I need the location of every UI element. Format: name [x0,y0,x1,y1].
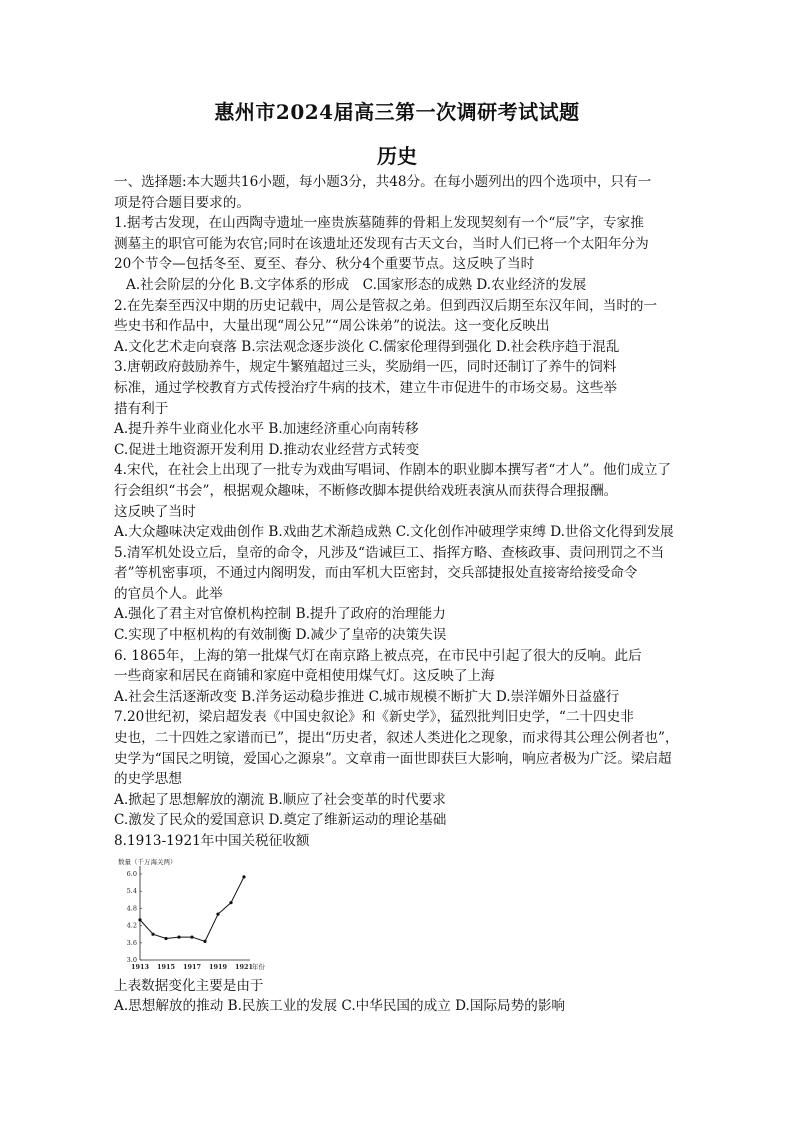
question-options: A.提升养牛业商业化水平 B.加速经济重心向南转移 [114,421,419,438]
y-tick-label: 3.6 [126,938,137,947]
question-5 [114,543,686,646]
subject-heading: 历史 [377,144,417,168]
x-tick-label: 1915 [156,962,176,971]
question-options: A.大众趣味决定戏曲创作 B.戏曲艺术渐趋成熟 C.文化创作冲破理学束缚 D.世俗文化得到发展 [114,524,674,541]
question-options: C.实现了中枢机构的有效制衡 D.减少了皇帝的决策失误 [114,627,447,644]
section-intro [114,172,686,213]
question-stem: 的官员个人。此举 [114,585,223,602]
question-options: A.强化了君主对官僚机构控制 B.提升了政府的治理能力 [114,606,446,623]
y-tick-label: 4.2 [126,921,137,930]
series-line [140,876,244,941]
question-stem: 2.在先秦至西汉中期的历史记载中，周公是管叔之弟。但到西汉后期至东汉年间，当时的一 [114,297,658,314]
data-point [164,936,167,939]
data-point [216,912,219,915]
question-options: C.激发了民众的爱国意识 D.奠定了维新运动的理论基础 [114,812,447,829]
question-stem: 措有利于 [114,400,169,417]
exam-content [114,172,686,1017]
x-tick-label: 1919 [208,962,228,971]
question-stem: 的史学思想 [114,771,182,788]
question-stem: 史学为“国民之明镜，爱国心之源泉”。文章甫一面世即获巨大影响，响应者极为广泛。梁启超 [114,750,672,767]
question-stem: 标准，通过学校教育方式传授治疗牛病的技术，建立牛市促进牛的市场交易。这些举 [114,379,617,396]
question-2 [114,296,686,358]
question-options: A.社会生活逐渐改变 B.洋务运动稳步推进 C.城市规模不断扩大 D.崇洋媚外日益盛行 [114,688,620,705]
tariff-line-chart [114,856,284,974]
section-intro-line: 一、选择题:本大题共16小题，每小题3分，共48分。在每小题列出的四个选项中，只有一 [114,174,652,190]
tariff-chart [114,856,686,976]
question-options: A.社会阶层的分化 B.文字体系的形成 C.国家形态的成熟 D.农业经济的发展 [126,276,587,293]
section-intro-line: 项是符合题目要求的。 [114,194,250,211]
y-tick-label: 5.4 [126,886,137,895]
question-stem: 一些商家和居民在商铺和家庭中竟相使用煤气灯。这反映了上海 [114,668,495,685]
question-list [114,213,686,831]
question-3 [114,357,686,460]
question-stem: 20个节令—包括冬至、夏至、春分、秋分4个重要节点。这反映了当时 [114,256,535,273]
question-stem: 8.1913-1921年中国关税征收额 [114,833,310,849]
question-6 [114,646,686,708]
data-point [190,935,193,938]
question-stem: 5.清军机处设立后，皇帝的命令，凡涉及“诰诫巨工、指挥方略、查核政事、责问刑罚之不当 [114,544,665,561]
question-1 [114,213,686,295]
question-stem: 上表数据变化主要是由于 [114,977,264,994]
exam-title: 惠州市2024届高三第一次调研考试试题 [214,100,580,124]
question-stem: 测墓主的职官可能为农官;同时在该遗址还发现有古天文台，当时人们已将一个太阳年分为 [114,235,649,252]
x-tick-label: 1917 [182,962,202,971]
data-point [138,918,141,921]
x-axis-label: 年份 [252,962,265,971]
question-stem: 这反映了当时 [114,503,196,520]
question-stem: 6. 1865年，上海的第一批煤气灯在南京路上被点亮，在市民中引起了很大的反响。此后 [114,647,642,664]
question-options: A.思想解放的推动 B.民族工业的发展 C.中华民国的成立 D.国际局势的影响 [114,998,566,1015]
question-stem: 者”等机密事项，不通过内阁明发，而由军机大臣密封，交兵部捷报处直接寄给接受命令 [114,565,638,582]
data-point [203,939,206,942]
x-tick-label: 1921 [234,962,254,971]
question-stem: 些史书和作品中，大量出现“周公兄”“周公诛弟”的说法。这一变化反映出 [114,318,550,335]
question-stem: 4.宋代，在社会上出现了一批专为戏曲写唱词、作剧本的职业脚本撰写者“才人”。他们成立了 [114,462,672,479]
y-tick-label: 6.0 [126,869,137,878]
question-stem: 行会组织“书会”，根据观众趣味，不断修改脚本提供给戏班表演从而获得合理报酬。 [114,482,618,499]
data-point [177,935,180,938]
x-tick-label: 1913 [130,962,150,971]
question-stem: 3.唐朝政府鼓励养牛，规定牛繁殖超过三头，奖励绢一匹，同时还制订了养牛的饲料 [114,359,617,376]
question-options: A.掀起了思想解放的潮流 B.顺应了社会变革的时代要求 [114,791,446,808]
question-stem: 7.20世纪初，梁启超发表《中国史叙论》和《新史学》，猛烈批判旧史学，“二十四史非 [114,709,634,726]
question-stem: 史也，二十四姓之家谱而已”，提出“历史者，叙述人类进化之现象，而求得其公理公例者也”， [114,730,679,747]
question-options: A.文化艺术走向衰落 B.宗法观念逐步淡化 C.儒家伦理得到强化 D.社会秩序趋于混乱 [114,338,620,355]
question-options: C.促进土地资源开发利用 D.推动农业经营方式转变 [114,441,420,458]
data-point [229,901,232,904]
question-7 [114,707,686,831]
y-tick-label: 4.8 [126,903,137,912]
question-stem: 1.据考古发现，在山西陶寺遗址一座贵族墓随葬的骨耜上发现契刻有一个“辰”字，专家推 [114,215,644,232]
y-axis-label: 数量（千万海关两） [118,857,177,866]
question-4 [114,460,686,542]
y-tick-label: 3.0 [126,955,137,964]
question-8 [114,831,686,1017]
data-point [151,932,154,935]
data-point [242,875,245,878]
